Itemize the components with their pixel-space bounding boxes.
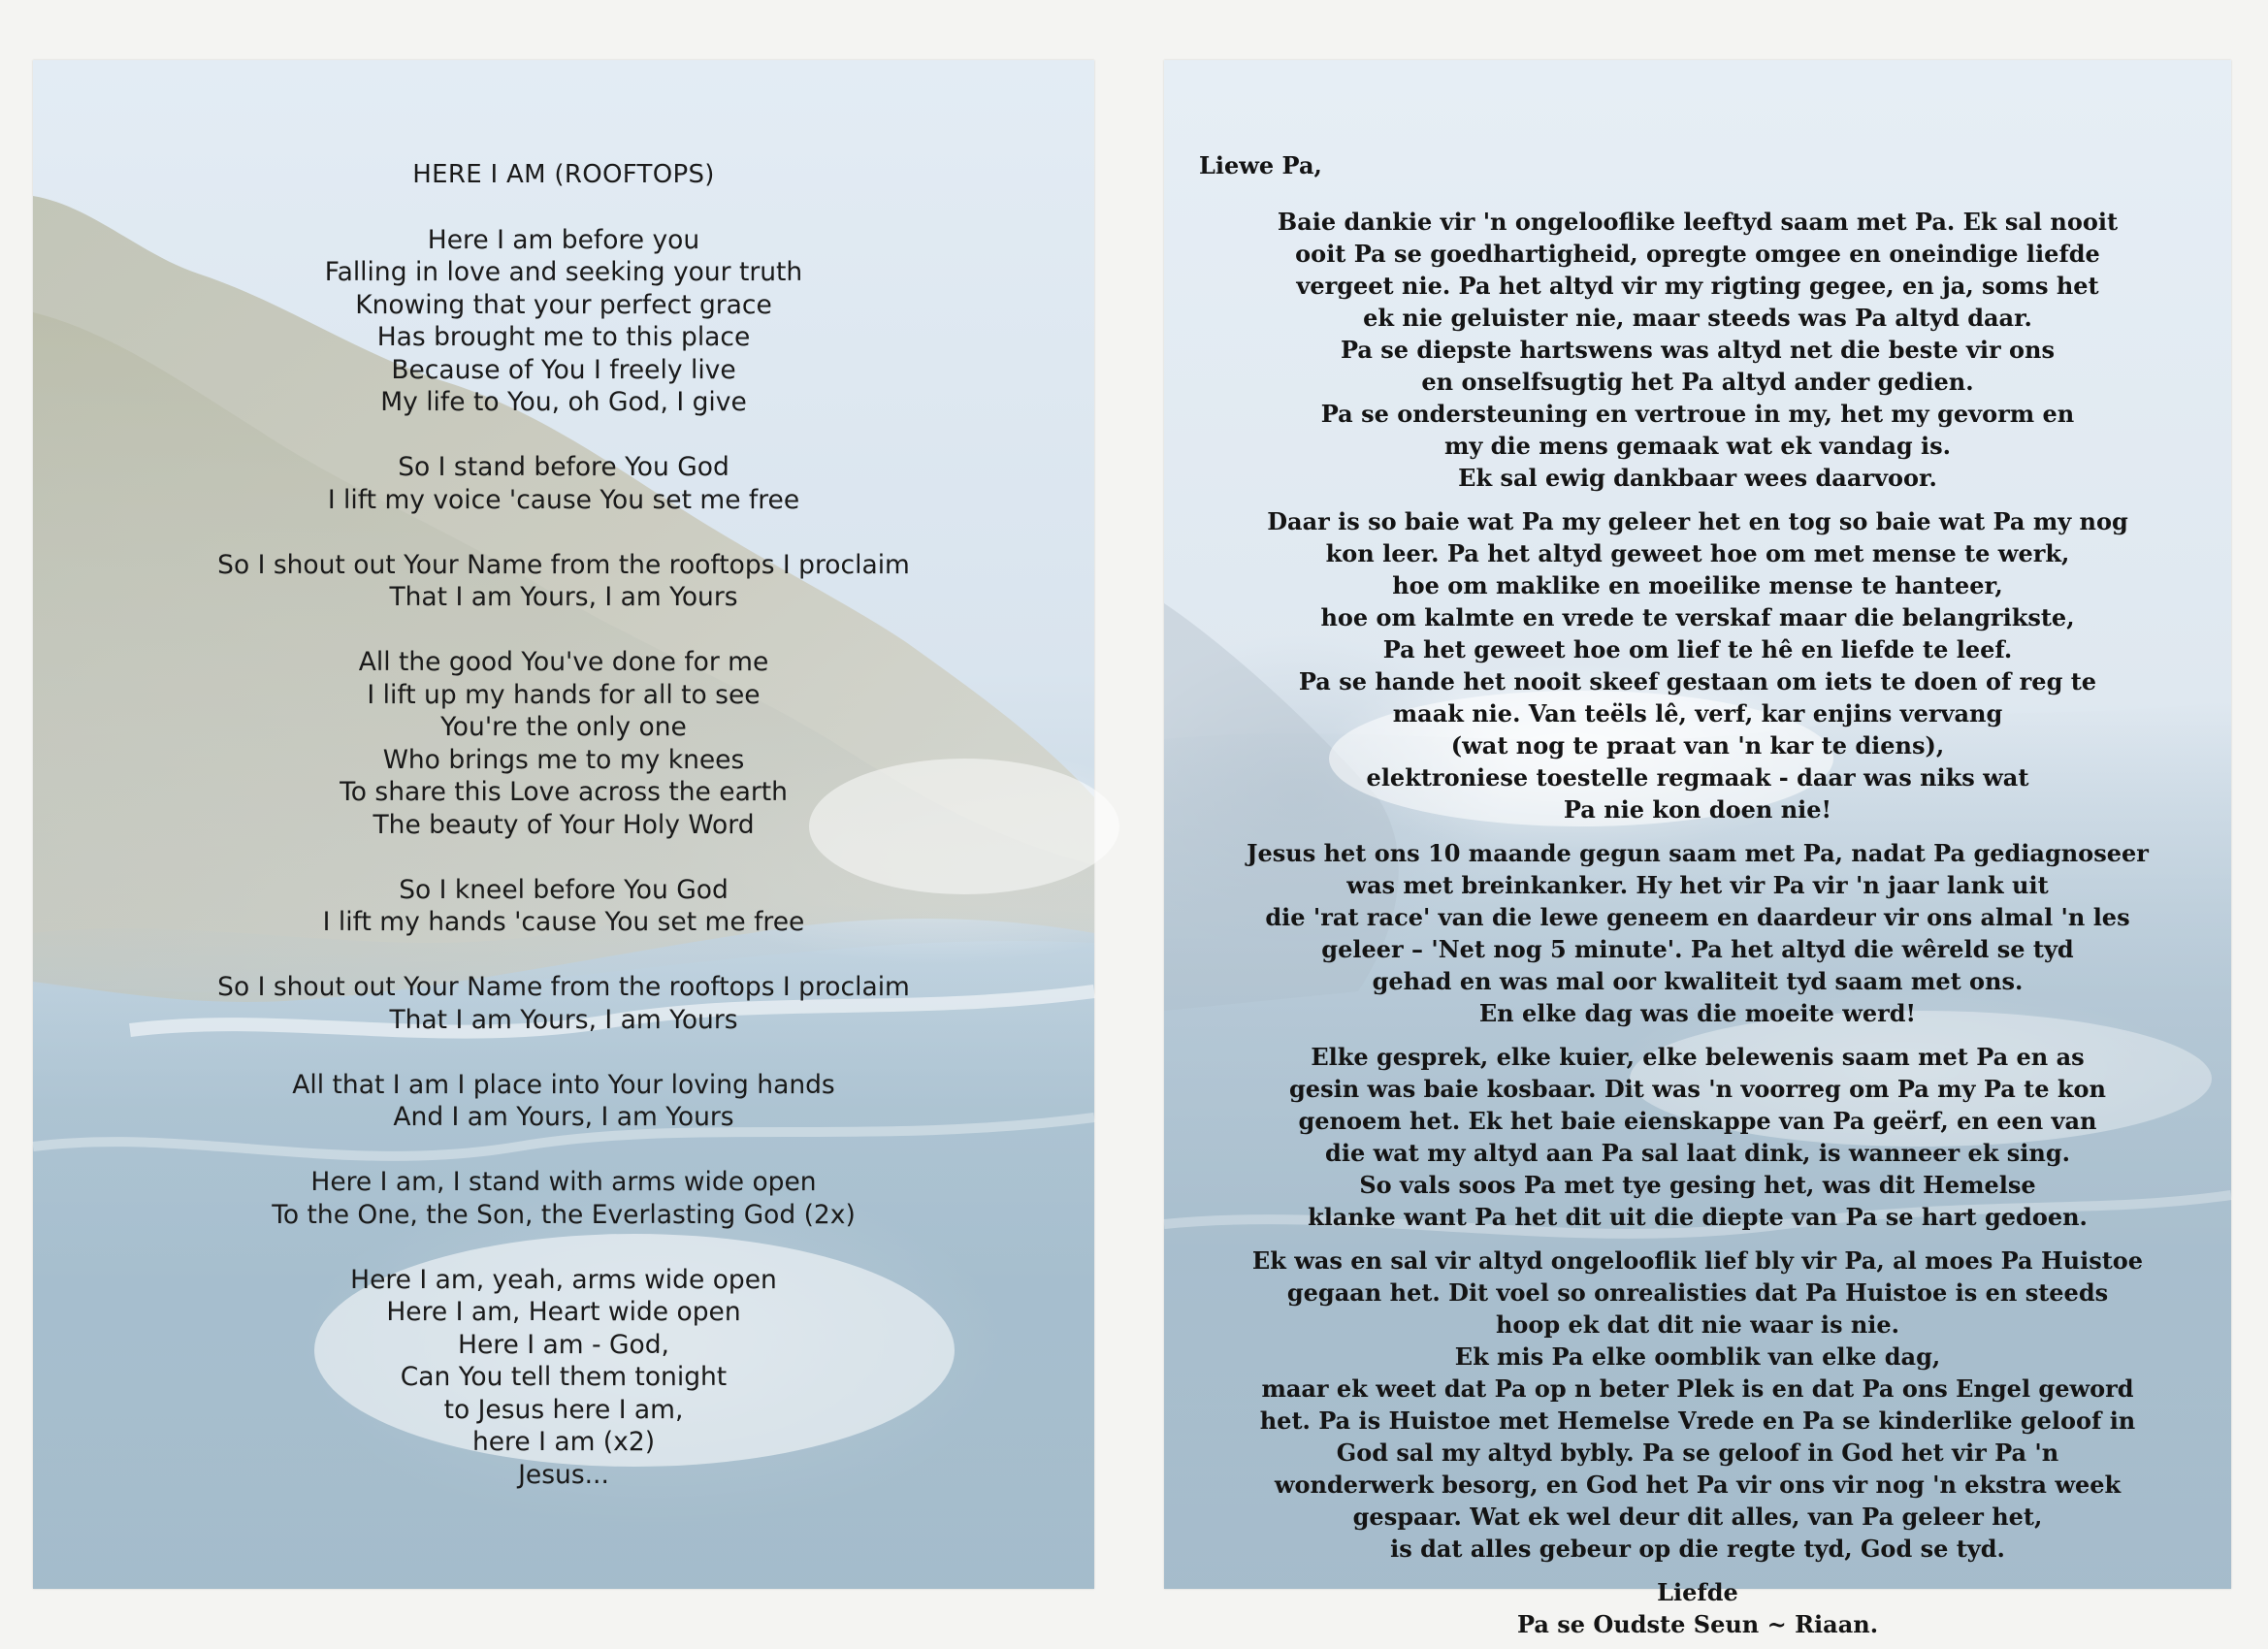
lyric-line: to Jesus here I am, xyxy=(443,1394,684,1425)
letter-line: Elke gesprek, elke kuier, elke belewenis saam met Pa en as xyxy=(1311,1043,2085,1071)
lyric-line: My life to You, oh God, I give xyxy=(380,387,747,417)
lyric-line: So I shout out Your Name from the rooftops I proclaim xyxy=(217,549,910,580)
lyric-line: Jesus... xyxy=(518,1459,609,1490)
letter-line: Daar is so baie wat Pa my geleer het en tog so baie wat Pa my nog xyxy=(1267,507,2128,535)
letter-paragraph xyxy=(1164,837,2231,1029)
letter-line: elektroniese toestelle regmaak - daar was niks wat xyxy=(1366,763,2029,792)
lyric-stanza xyxy=(33,549,1094,614)
letter-line: En elke dag was die moeite werd! xyxy=(1478,999,1917,1027)
letter-line: die wat my altyd aan Pa sal laat dink, is wanneer ek sing. xyxy=(1325,1139,2070,1167)
lyric-line: Here I am before you xyxy=(427,224,700,255)
lyric-line: All that I am I place into Your loving hands xyxy=(292,1069,835,1100)
letter-line: gegaan het. Dit voel so onrealisties dat Pa Huistoe is en steeds xyxy=(1286,1278,2109,1307)
lyric-line: here I am (x2) xyxy=(471,1427,656,1457)
lyric-line: To the One, the Son, the Everlasting God (2x) xyxy=(272,1199,856,1230)
lyric-line: So I kneel before You God xyxy=(399,874,729,905)
signoff-closing: Liefde xyxy=(1657,1578,1738,1606)
letter-line: was met breinkanker. Hy het vir Pa vir 'n jaar lank uit xyxy=(1346,871,2049,899)
letter-line: Pa se diepste hartswens was altyd net die beste vir ons xyxy=(1340,336,2055,364)
letter-line: hoe om kalmte en vrede te verskaf maar die belangrikste, xyxy=(1320,603,2075,631)
lyric-stanza xyxy=(33,1069,1094,1134)
letter-line: Ek was en sal vir altyd ongelooflik lief bly vir Pa, al moes Pa Huistoe xyxy=(1251,1246,2144,1275)
letter-signoff xyxy=(1164,1576,2231,1640)
letter-paragraph xyxy=(1164,505,2231,825)
song-title: HERE I AM (ROOFTOPS) xyxy=(412,160,715,189)
letter-line: die 'rat race' van die lewe geneem en daardeur vir ons almal 'n les xyxy=(1265,903,2130,931)
letter-paragraph xyxy=(1164,1245,2231,1565)
letter-line: Pa nie kon doen nie! xyxy=(1563,795,1832,824)
song-lyrics xyxy=(33,159,1094,1491)
letter-paragraph xyxy=(1164,206,2231,494)
letter-line: klanke want Pa het dit uit die diepte van Pa se hart gedoen. xyxy=(1308,1203,2088,1231)
lyric-line: The beauty of Your Holy Word xyxy=(373,809,755,840)
letter-line: maak nie. Van teëls lê, verf, kar enjins vervang xyxy=(1392,699,2003,728)
lyric-line: Here I am, yeah, arms wide open xyxy=(350,1264,777,1295)
letter-line: en onselfsugtig het Pa altyd ander gedien. xyxy=(1421,368,1974,396)
letter-line: Jesus het ons 10 maande gegun saam met Pa, nadat Pa gediagnoseer xyxy=(1247,839,2149,867)
letter-line: God sal my altyd bybly. Pa se geloof in God het vir Pa 'n xyxy=(1336,1439,2059,1467)
lyric-line: And I am Yours, I am Yours xyxy=(393,1102,734,1132)
signoff-signature: Pa se Oudste Seun ~ Riaan. xyxy=(1516,1610,1879,1638)
letter-paragraph xyxy=(1164,1041,2231,1233)
lyric-line: Falling in love and seeking your truth xyxy=(324,257,803,287)
lyric-line: Has brought me to this place xyxy=(376,322,751,352)
lyric-stanza xyxy=(33,874,1094,939)
letter-line: So vals soos Pa met tye gesing het, was dit Hemelse xyxy=(1359,1171,2036,1199)
letter-line: maar ek weet dat Pa op n beter Plek is en dat Pa ons Engel geword xyxy=(1261,1374,2134,1403)
lyric-line: So I stand before You God xyxy=(398,452,729,482)
lyric-line: Who brings me to my knees xyxy=(382,744,745,775)
lyric-line: All the good You've done for me xyxy=(358,647,769,677)
letter-line: Pa het geweet hoe om lief te hê en liefde te leef. xyxy=(1382,635,2013,663)
lyric-line: You're the only one xyxy=(440,712,687,742)
letter-line: my die mens gemaak wat ek vandag is. xyxy=(1443,432,1952,460)
lyric-line: That I am Yours, I am Yours xyxy=(389,1004,738,1035)
letter-line: hoe om maklike en moeilike mense te hanteer, xyxy=(1392,571,2003,599)
letter-line: is dat alles gebeur op die regte tyd, God se tyd. xyxy=(1390,1535,2005,1563)
lyric-line: I lift my voice 'cause You set me free xyxy=(327,484,800,515)
letter-line: hoop ek dat dit nie waar is nie. xyxy=(1495,1310,1900,1339)
letter-line: ooit Pa se goedhartigheid, opregte omgee en oneindige liefde xyxy=(1295,240,2100,268)
lyric-stanza xyxy=(33,451,1094,516)
lyric-line: That I am Yours, I am Yours xyxy=(389,582,738,612)
lyric-line: Here I am - God, xyxy=(458,1329,669,1360)
lyric-line: Because of You I freely live xyxy=(391,354,736,385)
letter-greeting: Liewe Pa, xyxy=(1199,151,1322,179)
lyric-line: Here I am, I stand with arms wide open xyxy=(310,1167,817,1197)
letter-line: Baie dankie vir 'n ongelooflike leeftyd saam met Pa. Ek sal nooit xyxy=(1277,208,2119,236)
letter-line: vergeet nie. Pa het altyd vir my rigting gegee, en ja, soms het xyxy=(1296,272,2099,300)
lyric-line: Can You tell them tonight xyxy=(400,1362,728,1392)
letter-line: gespaar. Wat ek wel deur dit alles, van Pa geleer het, xyxy=(1352,1503,2043,1531)
lyric-line: To share this Love across the earth xyxy=(340,777,788,807)
letter-line: kon leer. Pa het altyd geweet hoe om met mense te werk, xyxy=(1325,539,2070,567)
lyric-line: So I shout out Your Name from the rooftops I proclaim xyxy=(217,972,910,1002)
letter-line: gehad en was mal oor kwaliteit tyd saam met ons. xyxy=(1372,967,2024,995)
lyric-stanza xyxy=(33,224,1094,419)
letter-body xyxy=(1164,206,2231,1640)
lyric-line: I lift up my hands for all to see xyxy=(367,679,761,710)
lyric-line: I lift my hands 'cause You set me free xyxy=(322,907,805,937)
right-page xyxy=(1164,60,2231,1638)
letter-line: geleer – 'Net nog 5 minute'. Pa het altyd die wêreld se tyd xyxy=(1321,935,2074,963)
letter-line: ek nie geluister nie, maar steeds was Pa altyd daar. xyxy=(1363,304,2032,332)
letter-line: Ek mis Pa elke oomblik van elke dag, xyxy=(1454,1342,1941,1371)
letter-line: (wat nog te praat van 'n kar te diens), xyxy=(1450,731,1945,760)
left-page xyxy=(33,60,1094,1589)
paragraph-list xyxy=(1164,206,2231,1565)
letter-line: Ek sal ewig dankbaar wees daarvoor. xyxy=(1458,464,1937,492)
letter-line: Pa se hande het nooit skeef gestaan om iets te doen of reg te xyxy=(1298,667,2097,695)
letter-line: genoem het. Ek het baie eienskappe van Pa geërf, en een van xyxy=(1298,1107,2097,1135)
letter-line: het. Pa is Huistoe met Hemelse Vrede en Pa se kinderlike geloof in xyxy=(1259,1406,2136,1435)
lyric-stanza xyxy=(33,971,1094,1036)
letter-line: wonderwerk besorg, en God het Pa vir ons vir nog 'n ekstra week xyxy=(1274,1471,2122,1499)
lyric-line: Here I am, Heart wide open xyxy=(386,1297,741,1327)
letter-line: gesin was baie kosbaar. Dit was 'n voorreg om Pa my Pa te kon xyxy=(1289,1075,2106,1103)
lyric-stanza xyxy=(33,1166,1094,1231)
stanza-list xyxy=(33,224,1094,1492)
lyric-stanza xyxy=(33,1264,1094,1492)
lyric-stanza xyxy=(33,646,1094,841)
letter-line: Pa se ondersteuning en vertroue in my, het my gevorm en xyxy=(1320,400,2075,428)
lyric-line: Knowing that your perfect grace xyxy=(355,289,772,320)
